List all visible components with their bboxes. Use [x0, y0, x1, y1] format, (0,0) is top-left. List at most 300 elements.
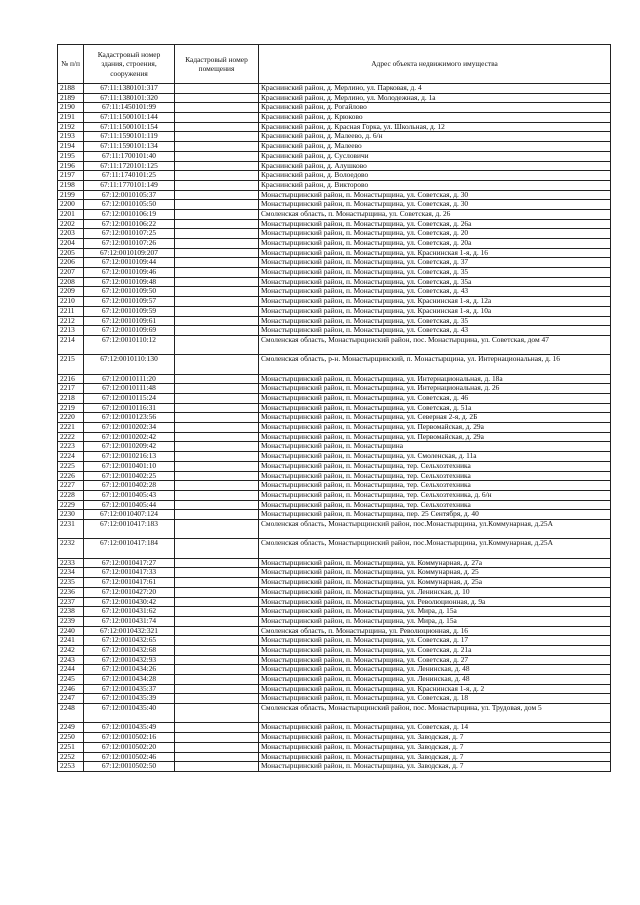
- premises-cadastral-number-cell: [175, 762, 259, 772]
- table-row: [58, 762, 611, 772]
- table-row: [58, 500, 611, 510]
- building-cadastral-number-cell: 67:12:0010109:59: [84, 306, 175, 316]
- property-address-cell: Монастырщинский район, п. Монастырщина, ул. Смоленская, д. 11а: [259, 452, 611, 462]
- premises-cadastral-number-cell: [175, 151, 259, 161]
- table-row: [58, 432, 611, 442]
- building-cadastral-number-cell: 67:11:1740101:25: [84, 171, 175, 181]
- property-address-cell: Монастырщинский район, п. Монастырщина, тер. Сельхозтехника: [259, 471, 611, 481]
- table-row: [58, 403, 611, 413]
- premises-cadastral-number-cell: [175, 268, 259, 278]
- property-address-cell: Монастырщинский район, п. Монастырщина, ул. Советская, д. 51а: [259, 403, 611, 413]
- row-number-cell: 2219: [58, 403, 84, 413]
- table-row: [58, 142, 611, 152]
- building-cadastral-number-cell: 67:11:1720101:125: [84, 161, 175, 171]
- building-cadastral-number-cell: 67:12:0010432:65: [84, 636, 175, 646]
- table-row: [58, 132, 611, 142]
- building-cadastral-number-cell: 67:12:0010110:130: [84, 355, 175, 374]
- premises-cadastral-number-cell: [175, 568, 259, 578]
- building-cadastral-number-cell: 67:12:0010109:48: [84, 277, 175, 287]
- building-cadastral-number-cell: 67:11:1380101:317: [84, 84, 175, 94]
- building-cadastral-number-cell: 67:12:0010405:43: [84, 490, 175, 500]
- table-row: [58, 161, 611, 171]
- building-cadastral-number-cell: 67:12:0010435:39: [84, 694, 175, 704]
- property-address-cell: Монастырщинский район, п. Монастырщина, пер. 25 Сентября, д. 40: [259, 510, 611, 520]
- row-number-cell: 2195: [58, 151, 84, 161]
- row-number-cell: 2246: [58, 684, 84, 694]
- building-cadastral-number-cell: 67:12:0010435:37: [84, 684, 175, 694]
- row-number-cell: 2211: [58, 306, 84, 316]
- building-cadastral-number-cell: 67:12:0010407:124: [84, 510, 175, 520]
- row-number-cell: 2227: [58, 481, 84, 491]
- premises-cadastral-number-cell: [175, 684, 259, 694]
- row-number-cell: 2200: [58, 200, 84, 210]
- property-address-cell: Краснинский район, д. Красная Горка, ул. Школьная, д. 12: [259, 122, 611, 132]
- building-cadastral-number-cell: 67:11:1700101:40: [84, 151, 175, 161]
- premises-cadastral-number-cell: [175, 597, 259, 607]
- building-cadastral-number-cell: 67:12:0010430:42: [84, 597, 175, 607]
- table-row: [58, 209, 611, 219]
- row-number-cell: 2205: [58, 248, 84, 258]
- building-cadastral-number-cell: 67:12:0010111:20: [84, 374, 175, 384]
- premises-cadastral-number-cell: [175, 384, 259, 394]
- table-row: [58, 229, 611, 239]
- table-row: [58, 326, 611, 336]
- premises-cadastral-number-cell: [175, 578, 259, 588]
- table-row: [58, 510, 611, 520]
- row-number-cell: 2223: [58, 442, 84, 452]
- building-cadastral-number-cell: 67:12:0010432:321: [84, 626, 175, 636]
- building-cadastral-number-cell: 67:12:0010502:16: [84, 733, 175, 743]
- header-row-number: № п/п: [58, 45, 84, 84]
- property-address-cell: Монастырщинский район, п. Монастырщина, ул. Коммунарная, д. 25: [259, 568, 611, 578]
- row-number-cell: 2221: [58, 423, 84, 433]
- row-number-cell: 2235: [58, 578, 84, 588]
- property-address-cell: Монастырщинский район, п. Монастырщина, ул. Интернациональная, д. 18а: [259, 374, 611, 384]
- table-row: [58, 655, 611, 665]
- building-cadastral-number-cell: 67:12:0010216:13: [84, 452, 175, 462]
- table-row: [58, 180, 611, 190]
- premises-cadastral-number-cell: [175, 374, 259, 384]
- property-address-cell: Монастырщинский район, п. Монастырщина, ул. Коммунарная, д. 27а: [259, 558, 611, 568]
- row-number-cell: 2194: [58, 142, 84, 152]
- row-number-cell: 2252: [58, 752, 84, 762]
- row-number-cell: 2210: [58, 297, 84, 307]
- header-property-address: Адрес объекта недвижимого имущества: [259, 45, 611, 84]
- building-cadastral-number-cell: 67:12:0010123:56: [84, 413, 175, 423]
- table-row: [58, 452, 611, 462]
- property-address-cell: Монастырщинский район, п. Монастырщина, ул. Советская, д. 43: [259, 287, 611, 297]
- property-address-cell: Монастырщинский район, п. Монастырщина, ул. Советская, д. 30: [259, 200, 611, 210]
- table-header-row: [58, 45, 611, 84]
- building-cadastral-number-cell: 67:12:0010116:31: [84, 403, 175, 413]
- property-address-cell: Монастырщинский район, п. Монастырщина, ул. Советская, д. 18: [259, 694, 611, 704]
- building-cadastral-number-cell: 67:12:0010209:42: [84, 442, 175, 452]
- premises-cadastral-number-cell: [175, 132, 259, 142]
- row-number-cell: 2237: [58, 597, 84, 607]
- premises-cadastral-number-cell: [175, 645, 259, 655]
- property-address-cell: Монастырщинский район, п. Монастырщина, ул. Советская, д. 35а: [259, 277, 611, 287]
- premises-cadastral-number-cell: [175, 335, 259, 354]
- table-row: [58, 287, 611, 297]
- property-address-cell: Монастырщинский район, п. Монастырщина, ул. Советская, д. 20а: [259, 239, 611, 249]
- building-cadastral-number-cell: 67:12:0010417:33: [84, 568, 175, 578]
- premises-cadastral-number-cell: [175, 432, 259, 442]
- table-row: [58, 704, 611, 723]
- premises-cadastral-number-cell: [175, 723, 259, 733]
- building-cadastral-number-cell: 67:12:0010432:68: [84, 645, 175, 655]
- premises-cadastral-number-cell: [175, 742, 259, 752]
- table-row: [58, 626, 611, 636]
- table-row: [58, 248, 611, 258]
- property-address-cell: Монастырщинский район, п. Монастырщина, ул. Интернациональная, д. 26: [259, 384, 611, 394]
- premises-cadastral-number-cell: [175, 229, 259, 239]
- row-number-cell: 2244: [58, 665, 84, 675]
- property-address-cell: Смоленская область, Монастырщинский район, пос.Монастырщина, ул.Коммунарная, д.25А: [259, 519, 611, 538]
- premises-cadastral-number-cell: [175, 626, 259, 636]
- property-address-cell: Монастырщинский район, п. Монастырщина, ул. Краснинская 1-я, д. 2: [259, 684, 611, 694]
- property-address-cell: Монастырщинский район, п. Монастырщина, ул. Заводская, д. 7: [259, 733, 611, 743]
- property-address-cell: Смоленская область, Монастырщинский район, пос.Монастырщина, ул.Коммунарная, д.25А: [259, 539, 611, 558]
- premises-cadastral-number-cell: [175, 510, 259, 520]
- premises-cadastral-number-cell: [175, 733, 259, 743]
- building-cadastral-number-cell: 67:12:0010431:74: [84, 616, 175, 626]
- table-row: [58, 219, 611, 229]
- row-number-cell: 2251: [58, 742, 84, 752]
- property-address-cell: Монастырщинский район, п. Монастырщина, ул. Мира, д. 15а: [259, 607, 611, 617]
- table-row: [58, 190, 611, 200]
- table-row: [58, 519, 611, 538]
- premises-cadastral-number-cell: [175, 452, 259, 462]
- row-number-cell: 2197: [58, 171, 84, 181]
- building-cadastral-number-cell: 67:12:0010417:27: [84, 558, 175, 568]
- premises-cadastral-number-cell: [175, 103, 259, 113]
- premises-cadastral-number-cell: [175, 490, 259, 500]
- building-cadastral-number-cell: 67:11:1500101:144: [84, 113, 175, 123]
- building-cadastral-number-cell: 67:12:0010109:207: [84, 248, 175, 258]
- premises-cadastral-number-cell: [175, 519, 259, 538]
- property-address-cell: Монастырщинский район, п. Монастырщина, ул. Советская, д. 35: [259, 316, 611, 326]
- property-address-cell: Краснинский район, д. Рогайлово: [259, 103, 611, 113]
- property-address-cell: Монастырщинский район, п. Монастырщина, ул. Советская, д. 21а: [259, 645, 611, 655]
- row-number-cell: 2236: [58, 587, 84, 597]
- premises-cadastral-number-cell: [175, 248, 259, 258]
- table-row: [58, 384, 611, 394]
- row-number-cell: 2230: [58, 510, 84, 520]
- row-number-cell: 2189: [58, 93, 84, 103]
- premises-cadastral-number-cell: [175, 113, 259, 123]
- premises-cadastral-number-cell: [175, 471, 259, 481]
- premises-cadastral-number-cell: [175, 423, 259, 433]
- premises-cadastral-number-cell: [175, 142, 259, 152]
- row-number-cell: 2192: [58, 122, 84, 132]
- table-row: [58, 93, 611, 103]
- table-row: [58, 587, 611, 597]
- building-cadastral-number-cell: 67:12:0010417:184: [84, 539, 175, 558]
- property-address-cell: Монастырщинский район, п. Монастырщина, ул. Первомайская, д. 29а: [259, 432, 611, 442]
- premises-cadastral-number-cell: [175, 607, 259, 617]
- premises-cadastral-number-cell: [175, 481, 259, 491]
- building-cadastral-number-cell: 67:12:0010109:69: [84, 326, 175, 336]
- table-row: [58, 355, 611, 374]
- property-address-cell: Монастырщинский район, п. Монастырщина, ул. Советская, д. 17: [259, 636, 611, 646]
- building-cadastral-number-cell: 67:12:0010106:19: [84, 209, 175, 219]
- building-cadastral-number-cell: 67:12:0010115:24: [84, 394, 175, 404]
- table-row: [58, 578, 611, 588]
- property-address-cell: Монастырщинский район, п. Монастырщина, ул. Краснинская 1-я, д. 12а: [259, 297, 611, 307]
- premises-cadastral-number-cell: [175, 122, 259, 132]
- row-number-cell: 2217: [58, 384, 84, 394]
- row-number-cell: 2224: [58, 452, 84, 462]
- row-number-cell: 2245: [58, 675, 84, 685]
- property-address-cell: Краснинский район, д. Крюково: [259, 113, 611, 123]
- table-row: [58, 616, 611, 626]
- property-address-cell: Монастырщинский район, п. Монастырщина, ул. Советская, д. 20: [259, 229, 611, 239]
- row-number-cell: 2222: [58, 432, 84, 442]
- building-cadastral-number-cell: 67:12:0010405:44: [84, 500, 175, 510]
- property-address-cell: Монастырщинский район, п. Монастырщина, ул. Краснинская 1-я, д. 16: [259, 248, 611, 258]
- table-row: [58, 239, 611, 249]
- row-number-cell: 2247: [58, 694, 84, 704]
- premises-cadastral-number-cell: [175, 180, 259, 190]
- row-number-cell: 2225: [58, 461, 84, 471]
- table-row: [58, 423, 611, 433]
- property-address-cell: Краснинский район, д. Малеево, д. 6/н: [259, 132, 611, 142]
- property-address-cell: Краснинский район, д. Волоедово: [259, 171, 611, 181]
- premises-cadastral-number-cell: [175, 316, 259, 326]
- table-row: [58, 258, 611, 268]
- property-address-cell: Монастырщинский район, п. Монастырщина, ул. Заводская, д. 7: [259, 752, 611, 762]
- premises-cadastral-number-cell: [175, 287, 259, 297]
- property-address-cell: Монастырщинский район, п. Монастырщина, ул. Советская, д. 37: [259, 258, 611, 268]
- premises-cadastral-number-cell: [175, 93, 259, 103]
- premises-cadastral-number-cell: [175, 297, 259, 307]
- table-row: [58, 684, 611, 694]
- row-number-cell: 2203: [58, 229, 84, 239]
- building-cadastral-number-cell: 67:12:0010502:50: [84, 762, 175, 772]
- premises-cadastral-number-cell: [175, 403, 259, 413]
- building-cadastral-number-cell: 67:12:0010435:49: [84, 723, 175, 733]
- property-address-cell: Смоленская область, п. Монастырщина, ул. Советская, д. 26: [259, 209, 611, 219]
- building-cadastral-number-cell: 67:12:0010109:61: [84, 316, 175, 326]
- property-address-cell: Монастырщинский район, п. Монастырщина, ул. Советская, д. 46: [259, 394, 611, 404]
- row-number-cell: 2214: [58, 335, 84, 354]
- row-number-cell: 2253: [58, 762, 84, 772]
- building-cadastral-number-cell: 67:12:0010109:46: [84, 268, 175, 278]
- row-number-cell: 2220: [58, 413, 84, 423]
- property-address-cell: Монастырщинский район, п. Монастырщина, ул. Советская, д. 30: [259, 190, 611, 200]
- row-number-cell: 2218: [58, 394, 84, 404]
- building-cadastral-number-cell: 67:12:0010417:183: [84, 519, 175, 538]
- building-cadastral-number-cell: 67:12:0010417:61: [84, 578, 175, 588]
- property-address-cell: Монастырщинский район, п. Монастырщина, ул. Ленинская, д. 48: [259, 665, 611, 675]
- premises-cadastral-number-cell: [175, 277, 259, 287]
- property-address-cell: Смоленская область, Монастырщинский район, пос. Монастырщина, ул. Трудовая, дом 5: [259, 704, 611, 723]
- property-address-cell: Монастырщинский район, п. Монастырщина, ул. Советская, д. 14: [259, 723, 611, 733]
- property-address-cell: Монастырщинский район, п. Монастырщина, ул. Советская, д. 43: [259, 326, 611, 336]
- premises-cadastral-number-cell: [175, 636, 259, 646]
- premises-cadastral-number-cell: [175, 190, 259, 200]
- building-cadastral-number-cell: 67:12:0010202:34: [84, 423, 175, 433]
- table-row: [58, 733, 611, 743]
- premises-cadastral-number-cell: [175, 704, 259, 723]
- table-row: [58, 122, 611, 132]
- row-number-cell: 2243: [58, 655, 84, 665]
- table-row: [58, 694, 611, 704]
- building-cadastral-number-cell: 67:11:1450101:99: [84, 103, 175, 113]
- premises-cadastral-number-cell: [175, 200, 259, 210]
- table-row: [58, 490, 611, 500]
- premises-cadastral-number-cell: [175, 587, 259, 597]
- building-cadastral-number-cell: 67:12:0010105:37: [84, 190, 175, 200]
- row-number-cell: 2215: [58, 355, 84, 374]
- row-number-cell: 2199: [58, 190, 84, 200]
- property-address-cell: Монастырщинский район, п. Монастырщина, ул. Северная 2-я, д. 2Б: [259, 413, 611, 423]
- premises-cadastral-number-cell: [175, 171, 259, 181]
- building-cadastral-number-cell: 67:12:0010401:10: [84, 461, 175, 471]
- table-row: [58, 539, 611, 558]
- property-address-cell: Смоленская область, Монастырщинский район, пос. Монастырщина, ул. Советская, дом 47: [259, 335, 611, 354]
- header-building-cadastral-number: Кадастровый номер здания, строения, сооружения: [84, 45, 175, 84]
- building-cadastral-number-cell: 67:12:0010107:26: [84, 239, 175, 249]
- building-cadastral-number-cell: 67:12:0010431:62: [84, 607, 175, 617]
- building-cadastral-number-cell: 67:12:0010434:28: [84, 675, 175, 685]
- property-address-cell: Краснинский район, д. Мерлино, ул. Парковая, д. 4: [259, 84, 611, 94]
- property-address-cell: Монастырщинский район, п. Монастырщина, ул. Советская, д. 26а: [259, 219, 611, 229]
- header-premises-cadastral-number: Кадастровый номер помещения: [175, 45, 259, 84]
- row-number-cell: 2207: [58, 268, 84, 278]
- row-number-cell: 2241: [58, 636, 84, 646]
- building-cadastral-number-cell: 67:12:0010502:20: [84, 742, 175, 752]
- building-cadastral-number-cell: 67:11:1590101:134: [84, 142, 175, 152]
- building-cadastral-number-cell: 67:12:0010202:42: [84, 432, 175, 442]
- premises-cadastral-number-cell: [175, 616, 259, 626]
- property-address-cell: Монастырщинский район, п. Монастырщина, ул. Заводская, д. 7: [259, 762, 611, 772]
- row-number-cell: 2212: [58, 316, 84, 326]
- row-number-cell: 2250: [58, 733, 84, 743]
- premises-cadastral-number-cell: [175, 442, 259, 452]
- table-row: [58, 752, 611, 762]
- table-row: [58, 113, 611, 123]
- property-address-cell: Краснинский район, д. Викторово: [259, 180, 611, 190]
- property-address-cell: Краснинский район, д. Сусловичи: [259, 151, 611, 161]
- table-row: [58, 277, 611, 287]
- row-number-cell: 2196: [58, 161, 84, 171]
- table-row: [58, 742, 611, 752]
- table-row: [58, 597, 611, 607]
- building-cadastral-number-cell: 67:12:0010432:93: [84, 655, 175, 665]
- building-cadastral-number-cell: 67:12:0010109:57: [84, 297, 175, 307]
- property-registry-table: [57, 44, 611, 772]
- row-number-cell: 2206: [58, 258, 84, 268]
- table-row: [58, 84, 611, 94]
- table-row: [58, 200, 611, 210]
- premises-cadastral-number-cell: [175, 394, 259, 404]
- table-row: [58, 442, 611, 452]
- row-number-cell: 2226: [58, 471, 84, 481]
- premises-cadastral-number-cell: [175, 355, 259, 374]
- row-number-cell: 2238: [58, 607, 84, 617]
- premises-cadastral-number-cell: [175, 539, 259, 558]
- row-number-cell: 2248: [58, 704, 84, 723]
- row-number-cell: 2213: [58, 326, 84, 336]
- row-number-cell: 2233: [58, 558, 84, 568]
- building-cadastral-number-cell: 67:12:0010106:22: [84, 219, 175, 229]
- table-row: [58, 645, 611, 655]
- table-row: [58, 306, 611, 316]
- property-address-cell: Монастырщинский район, п. Монастырщина, тер. Сельхозтехника: [259, 481, 611, 491]
- building-cadastral-number-cell: 67:12:0010427:20: [84, 587, 175, 597]
- building-cadastral-number-cell: 67:11:1500101:154: [84, 122, 175, 132]
- table-row: [58, 374, 611, 384]
- table-row: [58, 316, 611, 326]
- property-address-cell: Монастырщинский район, п. Монастырщина, ул. Ленинская, д. 10: [259, 587, 611, 597]
- row-number-cell: 2249: [58, 723, 84, 733]
- row-number-cell: 2229: [58, 500, 84, 510]
- row-number-cell: 2202: [58, 219, 84, 229]
- table-row: [58, 636, 611, 646]
- table-row: [58, 558, 611, 568]
- building-cadastral-number-cell: 67:12:0010110:12: [84, 335, 175, 354]
- premises-cadastral-number-cell: [175, 665, 259, 675]
- table-row: [58, 665, 611, 675]
- premises-cadastral-number-cell: [175, 675, 259, 685]
- premises-cadastral-number-cell: [175, 655, 259, 665]
- row-number-cell: 2239: [58, 616, 84, 626]
- property-address-cell: Монастырщинский район, п. Монастырщина, тер. Сельхозтехника, д. 6/н: [259, 490, 611, 500]
- building-cadastral-number-cell: 67:11:1770101:149: [84, 180, 175, 190]
- premises-cadastral-number-cell: [175, 258, 259, 268]
- premises-cadastral-number-cell: [175, 500, 259, 510]
- building-cadastral-number-cell: 67:12:0010402:25: [84, 471, 175, 481]
- row-number-cell: 2208: [58, 277, 84, 287]
- table-row: [58, 413, 611, 423]
- table-row: [58, 568, 611, 578]
- table-body: [58, 84, 611, 772]
- row-number-cell: 2188: [58, 84, 84, 94]
- property-address-cell: Смоленская область, п. Монастырщина, ул. Революционная, д. 16: [259, 626, 611, 636]
- property-address-cell: Монастырщинский район, п. Монастырщина: [259, 442, 611, 452]
- table-row: [58, 607, 611, 617]
- property-address-cell: Монастырщинский район, п. Монастырщина, ул. Ленинская, д. 48: [259, 675, 611, 685]
- building-cadastral-number-cell: 67:12:0010109:50: [84, 287, 175, 297]
- property-address-cell: Монастырщинский район, п. Монастырщина, ул. Советская, д. 35: [259, 268, 611, 278]
- table-row: [58, 481, 611, 491]
- premises-cadastral-number-cell: [175, 694, 259, 704]
- building-cadastral-number-cell: 67:12:0010111:48: [84, 384, 175, 394]
- row-number-cell: 2198: [58, 180, 84, 190]
- table-row: [58, 471, 611, 481]
- table-row: [58, 461, 611, 471]
- table-row: [58, 723, 611, 733]
- property-address-cell: Краснинский район, д. Алушково: [259, 161, 611, 171]
- row-number-cell: 2191: [58, 113, 84, 123]
- row-number-cell: 2209: [58, 287, 84, 297]
- premises-cadastral-number-cell: [175, 413, 259, 423]
- row-number-cell: 2231: [58, 519, 84, 538]
- table-row: [58, 268, 611, 278]
- building-cadastral-number-cell: 67:12:0010109:44: [84, 258, 175, 268]
- row-number-cell: 2234: [58, 568, 84, 578]
- building-cadastral-number-cell: 67:12:0010435:40: [84, 704, 175, 723]
- property-address-cell: Краснинский район, д. Мерлино, ул. Молодежная, д. 1а: [259, 93, 611, 103]
- property-address-cell: Монастырщинский район, п. Монастырщина, ул. Мира, д. 15а: [259, 616, 611, 626]
- building-cadastral-number-cell: 67:12:0010107:25: [84, 229, 175, 239]
- property-address-cell: Монастырщинский район, п. Монастырщина, тер. Сельхозтехника: [259, 461, 611, 471]
- premises-cadastral-number-cell: [175, 558, 259, 568]
- premises-cadastral-number-cell: [175, 461, 259, 471]
- table-row: [58, 675, 611, 685]
- property-address-cell: Монастырщинский район, п. Монастырщина, тер. Сельхозтехника: [259, 500, 611, 510]
